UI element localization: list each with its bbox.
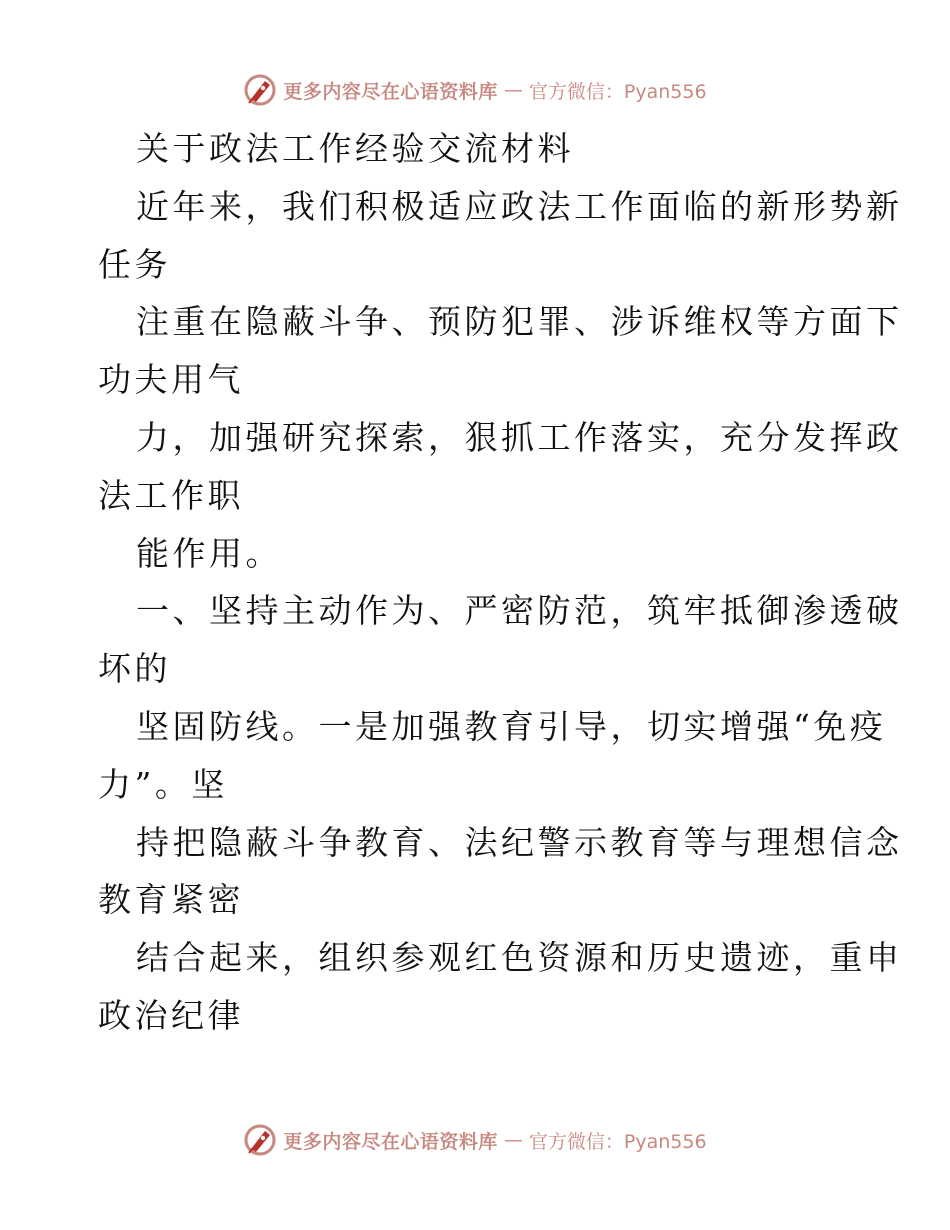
text-line: 力，加强研究探索，狠抓工作落实，充分发挥政 <box>136 417 903 457</box>
watermark-contact: 官方微信：Pyan556 <box>528 1130 707 1153</box>
text-line: 一、坚持主动作为、严密防范，筑牢抵御渗透破 <box>136 591 903 631</box>
watermark-contact: 官方微信：Pyan556 <box>528 80 707 103</box>
text-line: 坏的 <box>98 649 171 689</box>
text-line: 功夫用气 <box>98 360 244 400</box>
watermark-group <box>243 73 706 107</box>
watermark-brand: 更多内容尽在心语资料库 <box>283 80 498 103</box>
text-line: 任务 <box>98 244 171 284</box>
text-line: 法工作职 <box>98 475 244 515</box>
document-body <box>98 120 903 1045</box>
text-line: 教育紧密 <box>98 880 244 920</box>
watermark-separator: — <box>503 79 523 101</box>
text-line: 政治纪律 <box>98 995 244 1035</box>
header-watermark <box>0 70 950 110</box>
watermark-group <box>243 1123 706 1157</box>
text-line: 力”。坚 <box>98 764 228 804</box>
text-line: 能作用。 <box>136 533 282 573</box>
pen-logo-icon <box>243 1123 277 1157</box>
watermark-brand: 更多内容尽在心语资料库 <box>283 1130 498 1153</box>
footer-watermark <box>0 1120 950 1160</box>
text-line: 坚固防线。一是加强教育引导，切实增强“免疫 <box>136 706 887 746</box>
pen-logo-icon <box>243 73 277 107</box>
text-line: 结合起来，组织参观红色资源和历史遗迹，重申 <box>136 938 903 978</box>
text-line: 注重在隐蔽斗争、预防犯罪、涉诉维权等方面下 <box>136 302 903 342</box>
watermark-separator: — <box>503 1129 523 1151</box>
text-line: 持把隐蔽斗争教育、法纪警示教育等与理想信念 <box>136 822 903 862</box>
document-title: 关于政法工作经验交流材料 <box>136 129 574 168</box>
text-line: 近年来，我们积极适应政法工作面临的新形势新 <box>136 186 903 226</box>
